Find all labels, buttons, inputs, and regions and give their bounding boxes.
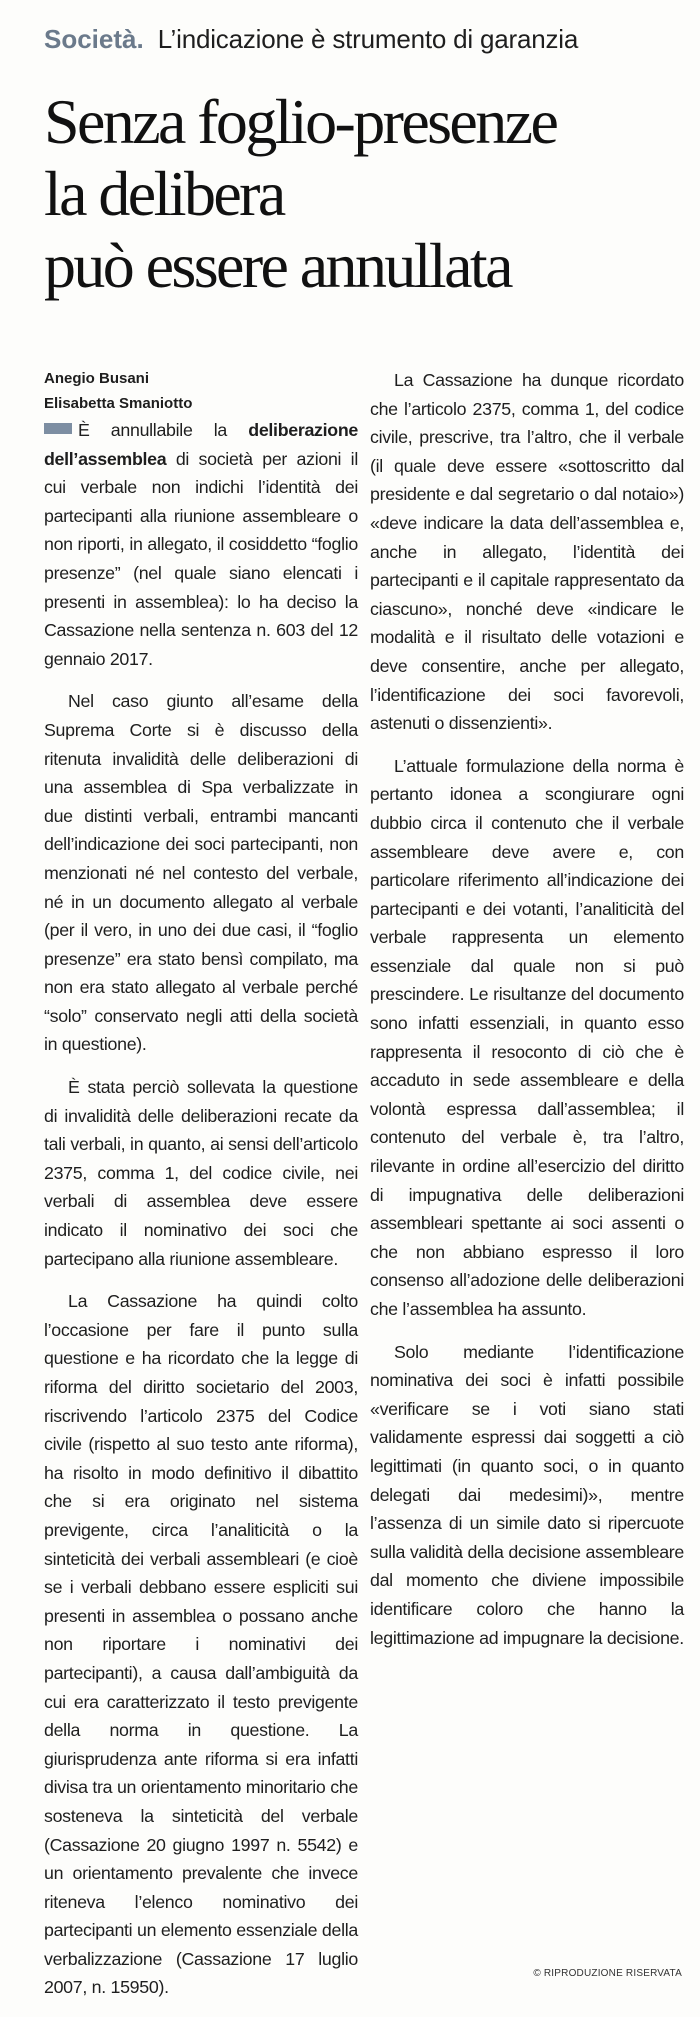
kicker bbox=[44, 22, 684, 56]
kicker-subtitle: L’indicazione è strumento di garanzia bbox=[157, 24, 579, 54]
author-name: Elisabetta Smaniotto bbox=[44, 395, 193, 412]
text-column-right bbox=[370, 366, 684, 1666]
lead-text: È annullabile la bbox=[78, 420, 249, 440]
article-paragraph: Solo mediante l’identificazione nominativa dei soci è infatti possibile «verificare se i voti siano stati validamente espressi dai soggetti a ciò legittimati (in quanto soci, o in quanto delegati dai medesimi)», mentre l’assenza di un simile dato si ripercuote sulla validità della decisione assembleare dal momento che diviene impossibile identificare coloro che hanno la legittimazione ad impugnare la decisione. bbox=[370, 1341, 684, 1648]
headline-line: Senza foglio-presenze bbox=[44, 86, 557, 157]
headline-line: la delibera bbox=[44, 158, 284, 229]
headline bbox=[44, 86, 684, 302]
article-paragraph: Nel caso giunto all’esame della Suprema Corte si è discusso della ritenuta invalidità delle deliberazioni di una assemblea di Spa verbalizzate in due distinti verbali, entrambi mancanti dell’indicazione dei soci partecipanti, non menzionati né nel contesto del verbale, né in un documento allegato al verbale (per il vero, in uno dei due casi, il “foglio presenze” era stato bensì compilato, ma non era stato allegato al verbale perché “solo” conservato negli atti della società in questione). bbox=[44, 691, 358, 1055]
article-paragraph: La Cassazione ha dunque ricordato che l’articolo 2375, comma 1, del codice civile, prescrive, tra l’altro, che il verbale (il quale deve essere «sottoscritto dal presidente e dal segretario o dal notaio») «deve indicare la data dell’assemblea e, anche in allegato, l’identità dei partecipanti e il capitale rappresentato da ciascuno», nonché deve «indicare le modalità e il risultato delle votazioni e deve consentire, anche per allegato, l’identificazione dei soci favorevoli, astenuti o dissenzienti». bbox=[370, 370, 684, 734]
lead-bold-text: deliberazione dell’assemblea bbox=[44, 420, 358, 469]
paragraph-text: di società per azioni il cui verbale non indichi l’identità dei partecipanti alla riunione assembleare o non riporti, in allegato, il cosiddetto “foglio presenze” (nel quale siano elencati i presenti in assemblea): lo ha deciso la Cassazione nella sentenza n. 603 del 12 gennaio 2017. bbox=[44, 448, 358, 669]
byline bbox=[44, 366, 358, 416]
author-name: Anegio Busani bbox=[44, 370, 150, 387]
article-paragraph: L’attuale formulazione della norma è pertanto idonea a scongiurare ogni dubbio circa il contenuto che il verbale assembleare deve avere e, con particolare riferimento all’indicazione dei partecipanti e dei votanti, l’analiticità del verbale rappresenta un elemento essenziale dal quale non si può prescindere. Le risultanze del documento sono infatti essenziali, in quanto esso rappresenta il resoconto di ciò che è accaduto in sede assembleare e della volontà espressa dall’assemblea; il contenuto del verbale è, tra l’altro, rilevante in ordine all’esercizio del diritto di impugnativa delle deliberazioni assembleari spettante ai soci assenti o che non abbiano espresso il loro consenso all’adozione delle deliberazioni che l’assemblea ha assunto. bbox=[370, 755, 684, 1319]
article-paragraph: È stata perciò sollevata la questione di invalidità delle deliberazioni recate da tali verbali, in quanto, ai sensi dell’articolo 2375, comma 1, del codice civile, nei verbali di assemblea deve essere indicato il nominativo dei soci che partecipano alla riunione assembleare. bbox=[44, 1077, 358, 1269]
text-column-left bbox=[44, 366, 358, 2016]
article-paragraph bbox=[44, 416, 358, 673]
section-label: Società. bbox=[44, 24, 144, 54]
copyright-notice: © RIPRODUZIONE RISERVATA bbox=[533, 1968, 682, 1979]
article-paragraph: La Cassazione ha quindi colto l’occasione per fare il punto sulla questione e ha ricordato che la legge di riforma del diritto societario del 2003, riscrivendo l’articolo 2375 del Codice civile (rispetto al suo testo ante riforma), ha risolto in modo definitivo il dibattito che si era originato nel sistema previgente, circa l’analiticità o la sinteticità dei verbali assembleari (e cioè se i verbali debbano essere espliciti sui presenti in assemblea o possano anche non riportare i nominativi dei partecipanti), a causa dall’ambiguità da cui era caratterizzato il testo previgente della norma in questione. La giurisprudenza ante riforma si era infatti divisa tra un orientamento minoritario che sosteneva la sinteticità del verbale (Cassazione 20 giugno 1997 n. 5542) e un orientamento prevalente che invece riteneva l’elenco nominativo dei partecipanti un elemento essenziale della verbalizzazione (Cassazione 17 luglio 2007, n. 15950). bbox=[44, 1291, 358, 1998]
headline-line: può essere annullata bbox=[44, 230, 511, 301]
